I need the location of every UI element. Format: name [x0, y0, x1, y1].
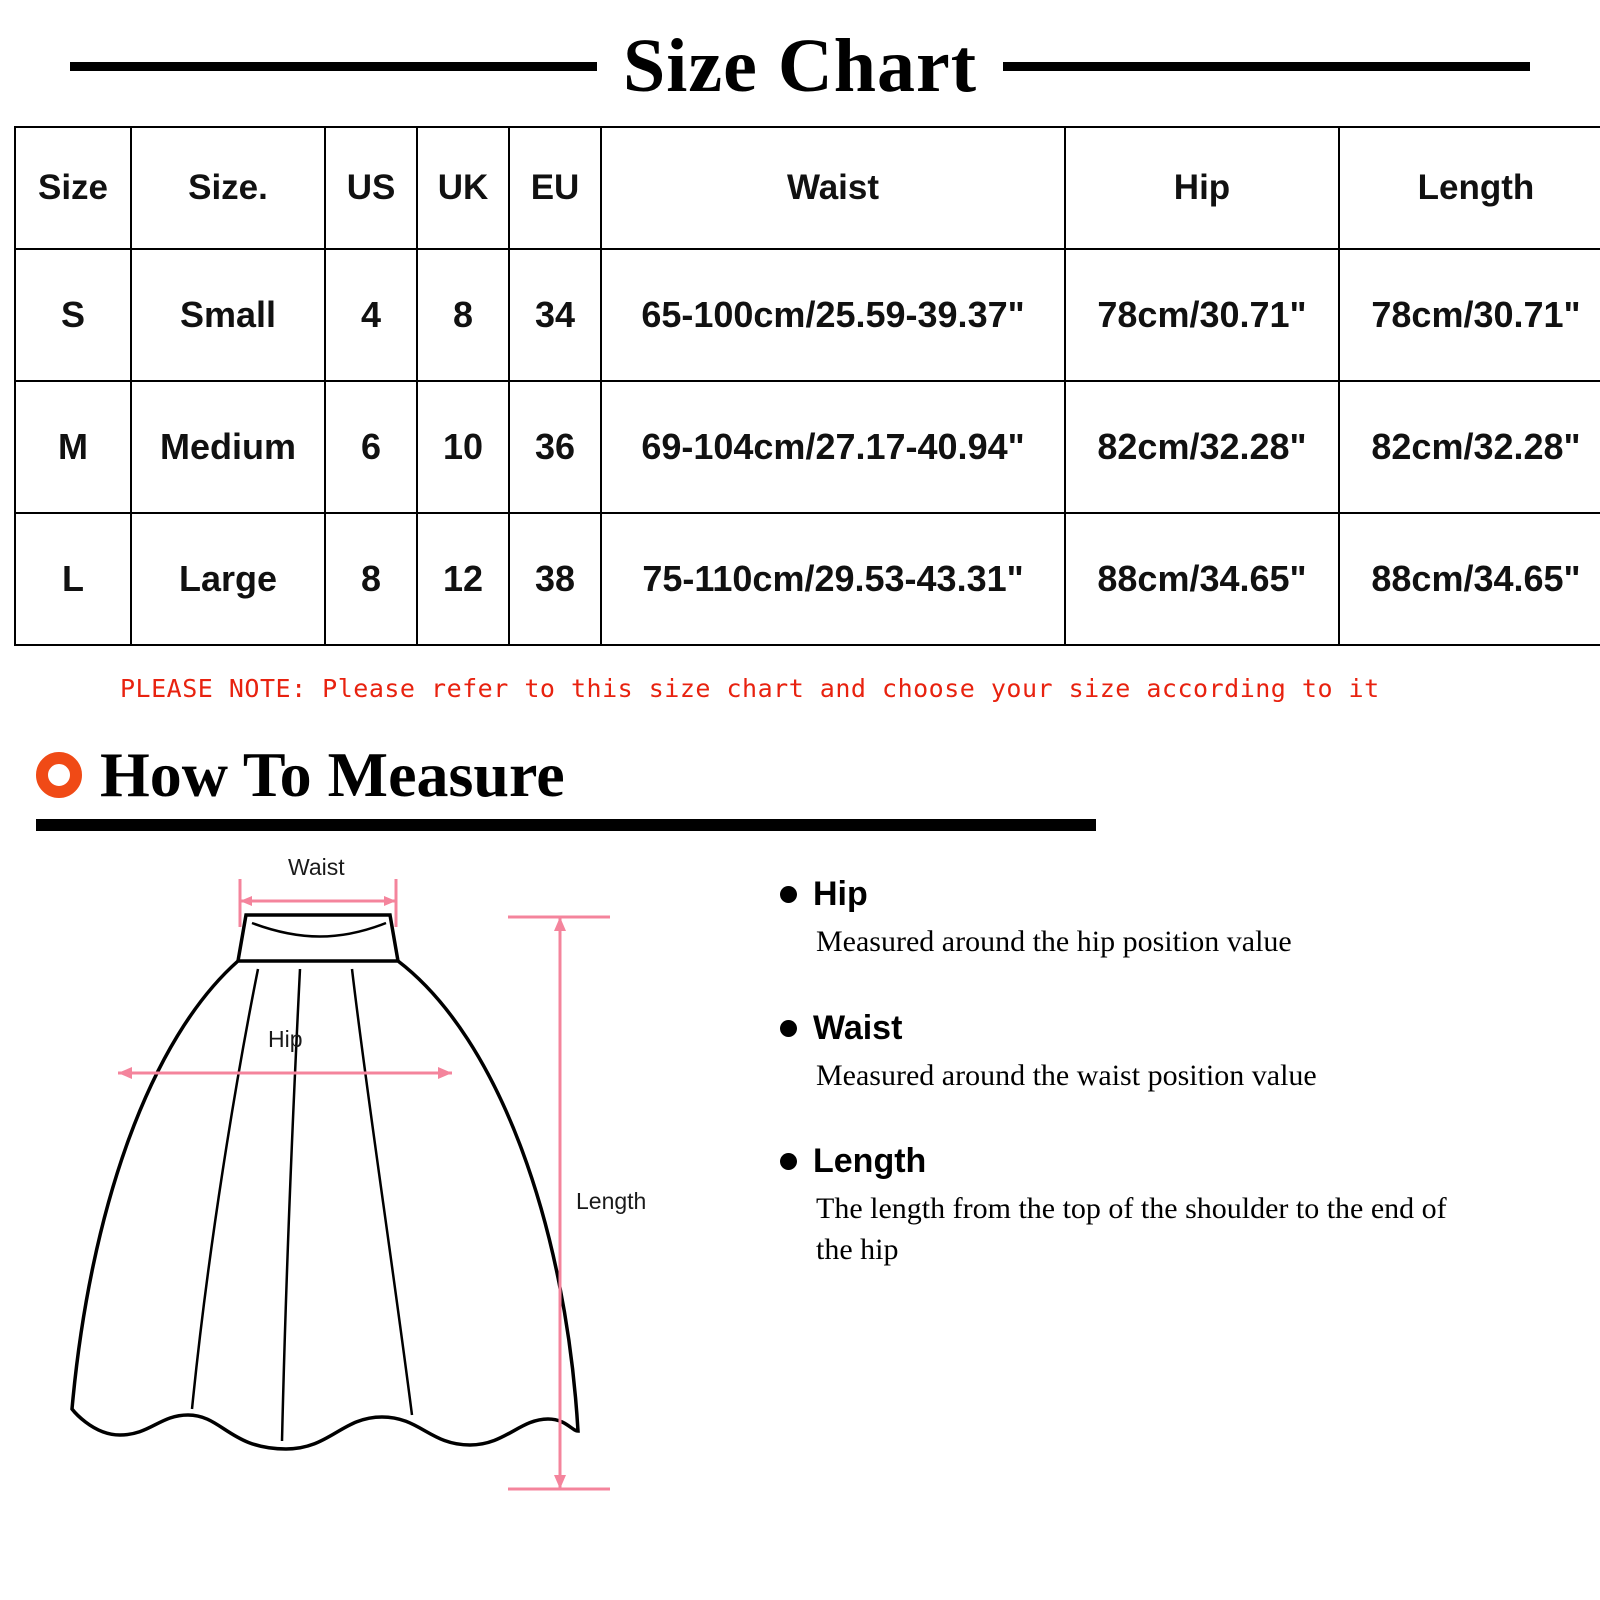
how-to-measure-heading-row [36, 739, 1600, 810]
skirt-diagram-svg [0, 849, 760, 1509]
cell-waist: 75-110cm/29.53-43.31" [601, 513, 1065, 645]
cell-eu: 38 [509, 513, 601, 645]
dot-bullet-icon [780, 1153, 797, 1170]
measurement-waist-heading-row [780, 1009, 1560, 1048]
cell-uk: 10 [417, 381, 509, 513]
how-to-measure-section [0, 739, 1600, 831]
cell-size: S [15, 249, 131, 381]
measurement-item-hip [780, 875, 1560, 963]
skirt-measurement-diagram [0, 849, 760, 1509]
how-to-measure-body [0, 849, 1600, 1509]
header-us: US [325, 127, 417, 249]
measurement-length-heading-row [780, 1142, 1560, 1181]
diagram-label-hip: Hip [268, 1026, 303, 1052]
table-row [15, 513, 1600, 645]
cell-eu: 36 [509, 381, 601, 513]
table-row [15, 381, 1600, 513]
page-title: Size Chart [622, 24, 978, 108]
length-arrow-head-top [554, 917, 566, 931]
cell-waist: 69-104cm/27.17-40.94" [601, 381, 1065, 513]
title-rule-left [70, 62, 597, 71]
cell-size-name: Large [131, 513, 325, 645]
cell-hip: 88cm/34.65" [1065, 513, 1339, 645]
cell-eu: 34 [509, 249, 601, 381]
measurement-hip-title: Hip [813, 875, 868, 913]
cell-size-name: Medium [131, 381, 325, 513]
measurement-item-length [780, 1142, 1560, 1270]
cell-size-name: Small [131, 249, 325, 381]
table-row [15, 249, 1600, 381]
cell-uk: 8 [417, 249, 509, 381]
measurement-item-waist [780, 1009, 1560, 1097]
header-hip: Hip [1065, 127, 1339, 249]
measurement-waist-title: Waist [813, 1008, 903, 1047]
header-size: Size [15, 127, 131, 249]
hip-arrow-head-left [118, 1067, 132, 1079]
cell-hip: 82cm/32.28" [1065, 381, 1339, 513]
cell-hip: 78cm/30.71" [1065, 249, 1339, 381]
waist-arrow-head-right [384, 896, 396, 906]
cell-length: 82cm/32.28" [1339, 381, 1600, 513]
cell-us: 8 [325, 513, 417, 645]
cell-length: 78cm/30.71" [1339, 249, 1600, 381]
cell-waist: 65-100cm/25.59-39.37" [601, 249, 1065, 381]
cell-length: 88cm/34.65" [1339, 513, 1600, 645]
cell-size: M [15, 381, 131, 513]
header-uk: UK [417, 127, 509, 249]
page-title-row [0, 0, 1600, 112]
header-eu: EU [509, 127, 601, 249]
measurement-length-body: The length from the top of the shoulder to the end of the hip [816, 1192, 1447, 1266]
how-to-measure-heading: How To Measure [100, 739, 565, 810]
size-chart-table-wrapper [0, 112, 1600, 646]
header-size-name: Size. [131, 127, 325, 249]
waist-arrow-head-left [240, 896, 252, 906]
table-header-row [15, 127, 1600, 249]
dot-bullet-icon [780, 1020, 797, 1037]
measurement-hip-heading-row [780, 875, 1560, 914]
size-chart-table [14, 126, 1600, 646]
header-length: Length [1339, 127, 1600, 249]
diagram-label-length: Length [576, 1188, 647, 1214]
header-waist: Waist [601, 127, 1065, 249]
cell-us: 6 [325, 381, 417, 513]
how-to-measure-rule [36, 819, 1096, 831]
diagram-label-waist: Waist [288, 854, 345, 880]
dot-bullet-icon [780, 886, 797, 903]
length-arrow-head-bottom [554, 1475, 566, 1489]
title-rule-right [1003, 62, 1530, 71]
measurement-descriptions [760, 849, 1600, 1509]
please-note-text: PLEASE NOTE: Please refer to this size chart and choose your size according to it [120, 674, 1380, 703]
cell-uk: 12 [417, 513, 509, 645]
skirt-body [72, 961, 578, 1449]
cell-size: L [15, 513, 131, 645]
measurement-hip-body: Measured around the hip position value [816, 925, 1292, 958]
cell-us: 4 [325, 249, 417, 381]
measurement-waist-body: Measured around the waist position value [816, 1058, 1317, 1092]
measurement-length-title: Length [813, 1142, 927, 1180]
ring-bullet-icon [36, 752, 82, 798]
